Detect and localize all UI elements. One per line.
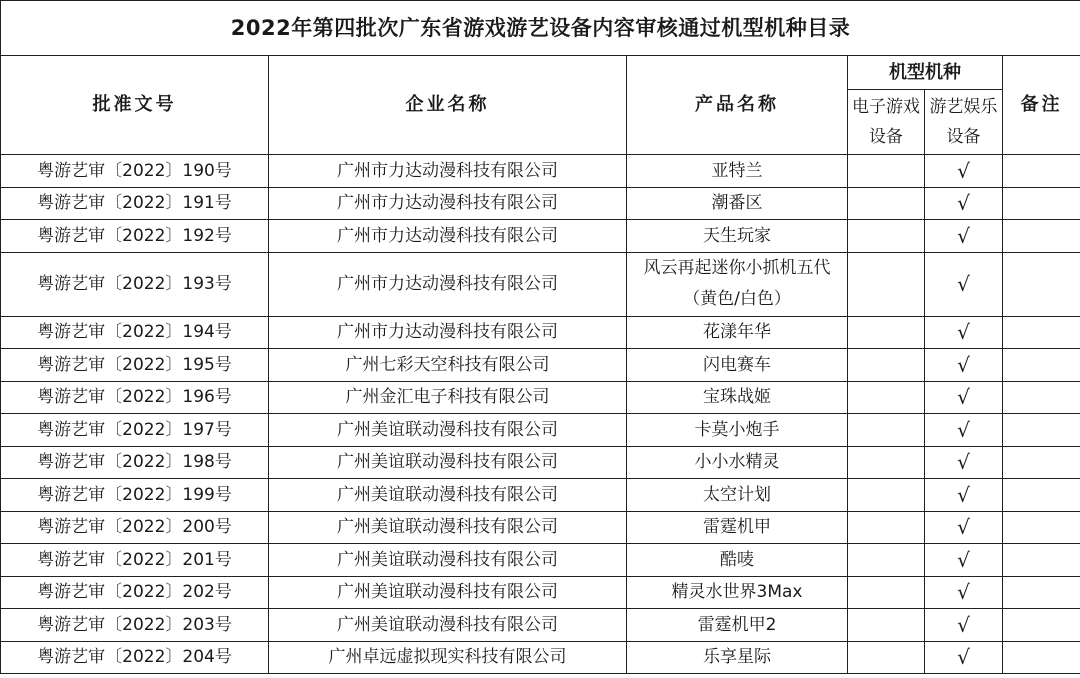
table-row — [1, 446, 1080, 479]
table-row — [1, 479, 1080, 512]
company-cell: 广州美谊联动漫科技有限公司 — [269, 511, 627, 544]
product-cell: 太空计划 — [627, 479, 848, 512]
table-row — [1, 187, 1080, 220]
electronic-check-cell — [848, 155, 925, 188]
electronic-check-cell — [848, 187, 925, 220]
remarks-cell — [1003, 641, 1080, 674]
table-row — [1, 414, 1080, 447]
remarks-cell — [1003, 511, 1080, 544]
amusement-check-cell: √ — [925, 316, 1003, 349]
table-row — [1, 609, 1080, 642]
remarks-cell — [1003, 576, 1080, 609]
approval-no-cell: 粤游艺审〔2022〕196号 — [1, 381, 269, 414]
product-cell: 风云再起迷你小抓机五代（黄色/白色） — [627, 252, 848, 316]
amusement-check-cell: √ — [925, 414, 1003, 447]
approval-no-cell: 粤游艺审〔2022〕194号 — [1, 316, 269, 349]
table-row — [1, 252, 1080, 316]
company-cell: 广州金汇电子科技有限公司 — [269, 381, 627, 414]
company-cell: 广州美谊联动漫科技有限公司 — [269, 479, 627, 512]
header-company: 企业名称 — [269, 56, 627, 155]
remarks-cell — [1003, 252, 1080, 316]
product-cell: 宝珠战姬 — [627, 381, 848, 414]
electronic-check-cell — [848, 479, 925, 512]
approval-no-cell: 粤游艺审〔2022〕202号 — [1, 576, 269, 609]
approval-no-cell: 粤游艺审〔2022〕193号 — [1, 252, 269, 316]
amusement-check-cell: √ — [925, 609, 1003, 642]
table-row — [1, 641, 1080, 674]
approval-no-cell: 粤游艺审〔2022〕203号 — [1, 609, 269, 642]
product-cell: 亚特兰 — [627, 155, 848, 188]
table-row — [1, 511, 1080, 544]
remarks-cell — [1003, 414, 1080, 447]
company-cell: 广州市力达动漫科技有限公司 — [269, 252, 627, 316]
electronic-check-cell — [848, 220, 925, 253]
approval-no-cell: 粤游艺审〔2022〕190号 — [1, 155, 269, 188]
amusement-check-cell: √ — [925, 446, 1003, 479]
electronic-check-cell — [848, 511, 925, 544]
product-cell: 花漾年华 — [627, 316, 848, 349]
header-remarks: 备注 — [1003, 56, 1080, 155]
remarks-cell — [1003, 316, 1080, 349]
amusement-check-cell: √ — [925, 155, 1003, 188]
product-cell: 潮番区 — [627, 187, 848, 220]
table-row — [1, 316, 1080, 349]
remarks-cell — [1003, 381, 1080, 414]
product-cell: 天生玩家 — [627, 220, 848, 253]
remarks-cell — [1003, 220, 1080, 253]
amusement-check-cell: √ — [925, 479, 1003, 512]
remarks-cell — [1003, 446, 1080, 479]
approval-no-cell: 粤游艺审〔2022〕195号 — [1, 349, 269, 382]
company-cell: 广州美谊联动漫科技有限公司 — [269, 609, 627, 642]
table-body — [1, 155, 1080, 674]
electronic-check-cell — [848, 349, 925, 382]
electronic-check-cell — [848, 641, 925, 674]
electronic-check-cell — [848, 576, 925, 609]
product-cell: 雷霆机甲 — [627, 511, 848, 544]
product-cell: 小小水精灵 — [627, 446, 848, 479]
company-cell: 广州美谊联动漫科技有限公司 — [269, 544, 627, 577]
remarks-cell — [1003, 187, 1080, 220]
amusement-check-cell: √ — [925, 576, 1003, 609]
approval-no-cell: 粤游艺审〔2022〕192号 — [1, 220, 269, 253]
table-row — [1, 544, 1080, 577]
remarks-cell — [1003, 544, 1080, 577]
remarks-cell — [1003, 155, 1080, 188]
product-cell: 雷霆机甲2 — [627, 609, 848, 642]
amusement-check-cell: √ — [925, 187, 1003, 220]
electronic-check-cell — [848, 316, 925, 349]
table-row — [1, 155, 1080, 188]
table-row — [1, 576, 1080, 609]
amusement-check-cell: √ — [925, 381, 1003, 414]
amusement-check-cell: √ — [925, 511, 1003, 544]
electronic-check-cell — [848, 252, 925, 316]
product-cell: 闪电赛车 — [627, 349, 848, 382]
header-product: 产品名称 — [627, 56, 848, 155]
approval-no-cell: 粤游艺审〔2022〕197号 — [1, 414, 269, 447]
electronic-check-cell — [848, 446, 925, 479]
approval-no-cell: 粤游艺审〔2022〕198号 — [1, 446, 269, 479]
header-approval-no: 批准文号 — [1, 56, 269, 155]
electronic-check-cell — [848, 414, 925, 447]
company-cell: 广州市力达动漫科技有限公司 — [269, 187, 627, 220]
table-row — [1, 381, 1080, 414]
electronic-check-cell — [848, 381, 925, 414]
table-row — [1, 220, 1080, 253]
amusement-check-cell: √ — [925, 544, 1003, 577]
approval-no-cell: 粤游艺审〔2022〕199号 — [1, 479, 269, 512]
amusement-check-cell: √ — [925, 220, 1003, 253]
header-electronic-game: 电子游戏设备 — [848, 90, 925, 155]
table-title: 2022年第四批次广东省游戏游艺设备内容审核通过机型机种目录 — [1, 1, 1080, 56]
company-cell: 广州市力达动漫科技有限公司 — [269, 316, 627, 349]
product-cell: 卡莫小炮手 — [627, 414, 848, 447]
electronic-check-cell — [848, 544, 925, 577]
remarks-cell — [1003, 349, 1080, 382]
company-cell: 广州市力达动漫科技有限公司 — [269, 220, 627, 253]
header-type-group: 机型机种 — [848, 56, 1003, 90]
electronic-check-cell — [848, 609, 925, 642]
company-cell: 广州七彩天空科技有限公司 — [269, 349, 627, 382]
company-cell: 广州美谊联动漫科技有限公司 — [269, 414, 627, 447]
company-cell: 广州美谊联动漫科技有限公司 — [269, 576, 627, 609]
approval-no-cell: 粤游艺审〔2022〕200号 — [1, 511, 269, 544]
amusement-check-cell: √ — [925, 349, 1003, 382]
amusement-check-cell: √ — [925, 641, 1003, 674]
approval-no-cell: 粤游艺审〔2022〕201号 — [1, 544, 269, 577]
company-cell: 广州市力达动漫科技有限公司 — [269, 155, 627, 188]
product-cell: 酷唛 — [627, 544, 848, 577]
product-cell: 乐享星际 — [627, 641, 848, 674]
company-cell: 广州美谊联动漫科技有限公司 — [269, 446, 627, 479]
remarks-cell — [1003, 609, 1080, 642]
header-amusement-equipment: 游艺娱乐设备 — [925, 90, 1003, 155]
approval-no-cell: 粤游艺审〔2022〕191号 — [1, 187, 269, 220]
approval-no-cell: 粤游艺审〔2022〕204号 — [1, 641, 269, 674]
amusement-check-cell: √ — [925, 252, 1003, 316]
product-cell: 精灵水世界3Max — [627, 576, 848, 609]
remarks-cell — [1003, 479, 1080, 512]
table-row — [1, 349, 1080, 382]
company-cell: 广州卓远虚拟现实科技有限公司 — [269, 641, 627, 674]
